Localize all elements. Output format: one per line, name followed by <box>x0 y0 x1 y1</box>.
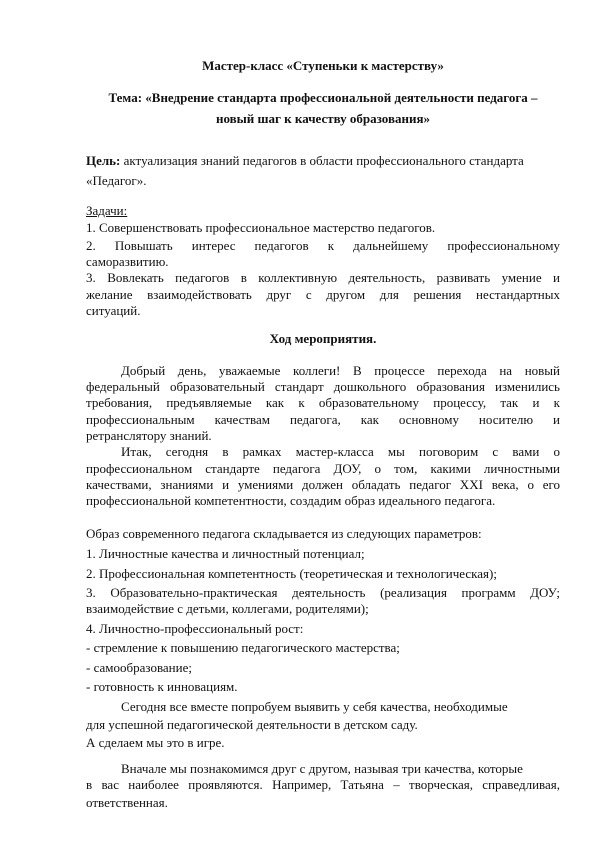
paragraph-line: профессиональном стандарте педагога ДОУ, о том, какими личностными <box>86 461 560 476</box>
paragraph-line: ретранслятору знаний. <box>86 428 212 443</box>
params-line: 4. Личностно-профессиональный рост: <box>86 621 304 636</box>
paragraph-line: профессиональным качествам педагога, как основному носителю и <box>86 412 560 427</box>
params-line: - готовность к инновациям. <box>86 679 238 694</box>
paragraph-line: требования, предъявляемые как к образовательному процессу, так и к <box>86 395 560 410</box>
topic-line-2: новый шаг к качеству образования» <box>215 111 431 126</box>
paragraph-line: федеральный образовательный стандарт дошкольного образования изменились <box>86 379 560 394</box>
paragraph-line: Вначале мы познакомимся друг с другом, называя три качества, которые <box>121 761 523 776</box>
task-line: саморазвитию. <box>86 254 169 269</box>
paragraph-line: Добрый день, уважаемые коллеги! В процессе перехода на новый <box>121 363 560 378</box>
goal-line-2: «Педагог». <box>86 173 147 188</box>
task-line: 1. Совершенствовать профессиональное мастерство педагогов. <box>86 220 436 235</box>
task-line: 2. Повышать интерес педагогов к дальнейшему профессиональному <box>86 238 560 253</box>
params-line: - стремление к повышению педагогического мастерства; <box>86 640 400 655</box>
task-line: 3. Вовлекать педагогов в коллективную деятельность, развивать умение и <box>86 270 560 285</box>
goal-line-1 <box>86 153 560 169</box>
paragraph-line: Сегодня все вместе попробуем выявить у себя качества, необходимые <box>121 699 508 714</box>
params-line: Образ современного педагога складывается из следующих параметров: <box>86 526 482 541</box>
section-title: Ход мероприятия. <box>269 331 377 346</box>
task-line: желание взаимодействовать друг с другом для решения нестандартных <box>86 287 560 302</box>
topic-line-1: Тема: «Внедрение стандарта профессиональной деятельности педагога – <box>108 90 538 105</box>
paragraph-line: качествами, знаниями и умениями должен обладать педагог XXI века, о его <box>86 477 560 492</box>
tasks-label: Задачи: <box>86 203 128 218</box>
paragraph-line: ответственная. <box>86 795 168 810</box>
paragraph-line: профессиональной компетентности, создадим образ идеального педагога. <box>86 493 496 508</box>
document-title: Мастер-класс «Ступеньки к мастерству» <box>202 58 444 73</box>
paragraph-line: А сделаем мы это в игре. <box>86 735 225 750</box>
goal-text: актуализация знаний педагогов в области профессионального стандарта <box>120 153 524 168</box>
task-line: ситуаций. <box>86 303 141 318</box>
params-line: 3. Образовательно-практическая деятельность (реализация программ ДОУ; <box>86 585 560 600</box>
paragraph-line: Итак, сегодня в рамках мастер-класса мы поговорим с вами о <box>121 444 560 459</box>
goal-label: Цель: <box>86 153 121 168</box>
paragraph-line: в вас наиболее проявляются. Например, Татьяна – творческая, справедливая, <box>86 777 560 792</box>
params-line: 1. Личностные качества и личностный потенциал; <box>86 546 365 561</box>
paragraph-line: для успешной педагогической деятельности в детском саду. <box>86 717 418 732</box>
params-line: 2. Профессиональная компетентность (теоретическая и технологическая); <box>86 566 497 581</box>
params-line: - самообразование; <box>86 660 192 675</box>
params-line: взаимодействие с детьми, коллегами, родителями); <box>86 601 369 616</box>
